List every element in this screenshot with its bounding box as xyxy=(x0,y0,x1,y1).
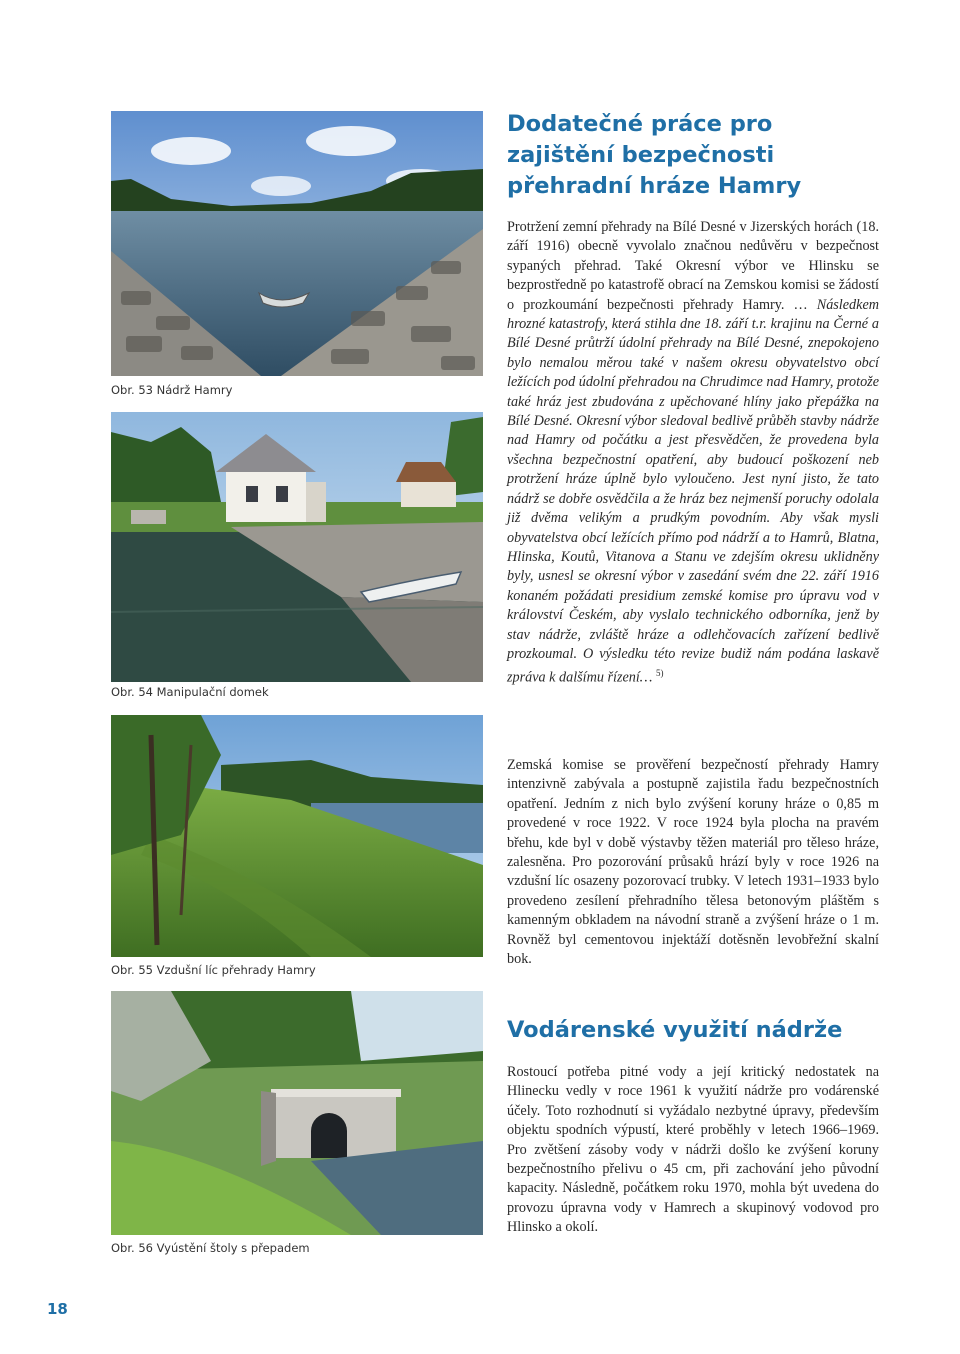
photo-dam-air-face xyxy=(111,715,483,957)
caption-fig-54: Obr. 54 Manipulační domek xyxy=(111,685,269,699)
caption-fig-53: Obr. 53 Nádrž Hamry xyxy=(111,383,233,397)
photo-tunnel-outlet xyxy=(111,991,483,1235)
section-water-supply xyxy=(507,1015,879,1046)
caption-fig-55: Obr. 55 Vzdušní líc přehrady Hamry xyxy=(111,963,316,977)
quote-text: Následkem hrozné katastrofy, která stihla dne 18. září t.r. krajinu na Černé a Bílé Desné průtrží údolní přehrady na Bílé Desné, znepokojeno bylo nemalou měrou také v našem okresu obyvatelstvo obcí ležících pod údolní přehradou na Chrudimce nad Hamry, protože také hráz jest zbudována z upěchované hlíny jako přepážka na Bílé Desné. Okresní výbor sledoval bedlivě průběh stavby nádrže nad Hamry od počátku a jest přesvědčen, že provedena byla všechna bezpečnostní opatření, aby budoucí poškození neb protržení hráze úplně bylo vyloučeno. Jest nyní jisto, že tato nádrž se dobře osvědčila a že hráz bez nejmenší poruchy odolala již dvěma velikým a prudkým povodním. Aby však mysli obyvatelstva obcí ležících přímo pod nádrží a to Hamrů, Blatna, Hlinska, Koutů, Vitanova a Stanu ve zdejším okresu uklidněny byly, usnesl se okresní výbor v zasedání svém dne 22. září 1916 konaném požádati presidium zemské komise pro úpravu vod v království Českém, aby vyslalo technického odborníka, jenž by stav nádrže, zvláště hráze a odlehčovacích zařízení bedlivě prozkoumal. O výsledku této revize budiž nám podána laskavě zpráva k dalšímu řízení… xyxy=(507,296,879,687)
section-dam-safety xyxy=(507,109,879,202)
measures-text: Zemská komise se prověření bezpečností přehrady Hamry intenzivně zabývala a postupně zajistila řadu bezpečnostních opatření. Jedním z nich bylo zvýšení koruny hráze o 0,85 m provedené v roce 1922. V roce 1924 byla plocha na pravém břehu, kde byl v době výstavby těžen materiál pro těleso hráze, zalesněna. Pro pozorování průsaků hrází byly v roce 1926 na vzdušní líc osazeny pozorovací trubky. V letech 1931–1933 bylo provedeno zesílení přehradního tělesa betonovým pláštěm s kamenným obkladem na návodní straně a zvýšení hráze o 1 m. Rovněž byl cementovou injektáží dotěsněn levobřežní skalní bok. xyxy=(507,757,879,968)
photo-reservoir-hamry xyxy=(111,111,483,376)
intro-text: Protržení zemní přehrady na Bílé Desné v Jizerských horách (18. září 1916) obecně vyvolalo značnou nedůvěru v bezpečnost sypaných přehrad. Také Okresní výbor ve Hlinsku se bezprostředně po katastrofě obrací na Zemskou komisi se žádostí o prozkoumání bezpečnosti přehrady Hamry. … xyxy=(507,219,879,313)
photo-manipulation-house xyxy=(111,412,483,682)
heading-water-supply: Vodárenské využití nádrže xyxy=(507,1017,843,1043)
page-number: 18 xyxy=(47,1300,68,1318)
heading-dam-safety: Dodatečné práce pro zajištění bezpečnosti přehradní hráze Hamry xyxy=(507,111,802,199)
paragraph-dam-safety-measures xyxy=(507,756,879,969)
footnote-ref: 5) xyxy=(655,668,664,679)
water-supply-text: Rostoucí potřeba pitné vody a její kritický nedostatek na Hlinecku vedly v roce 1961 k využití nádrže pro vodárenské účely. Toto rozhodnutí si vyžádalo nezbytné úpravy, především objektu spodních výpustí, které proběhly v letech 1966–1969. Pro zvětšení zásoby vody v nádrži došlo ke zvýšení koruny bezpečnostního přelivu o 45 cm, při zachování jeho původní kapacity. Následně, počátkem roku 1970, mohla být uvedena do provozu úpravna vody v Hamrech a skupinový vodovod pro Hlinsko a okolí. xyxy=(507,1064,879,1236)
paragraph-dam-safety-intro xyxy=(507,218,879,688)
paragraph-water-supply xyxy=(507,1063,879,1238)
caption-fig-56: Obr. 56 Vyústění štoly s přepadem xyxy=(111,1241,310,1255)
